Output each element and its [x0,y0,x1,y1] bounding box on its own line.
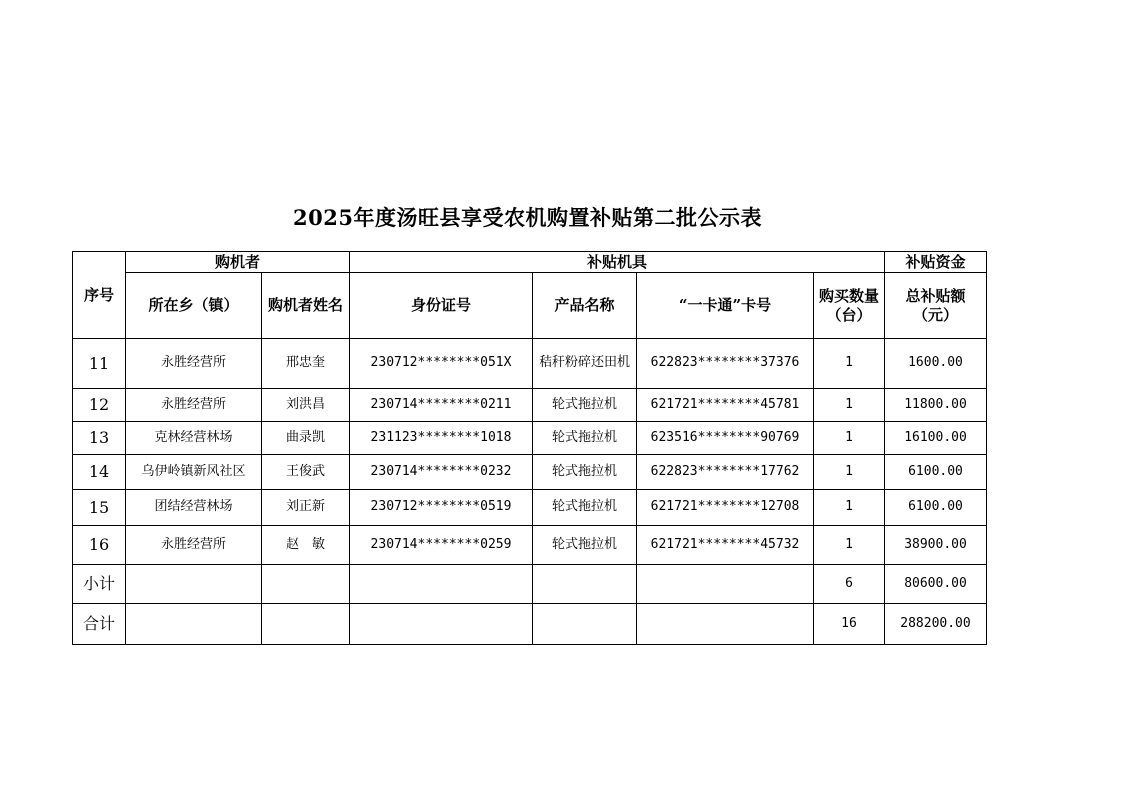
row-id-number: 230714********0232 [350,455,533,490]
header-quantity-line2: （台） [826,305,872,324]
empty-cell [533,565,637,604]
row-seq: 16 [73,526,126,565]
row-product-name: 轮式拖拉机 [533,526,637,565]
header-row-1 [73,252,987,273]
row-quantity: 1 [814,455,885,490]
row-buyer-name: 曲录凯 [262,422,350,455]
header-total-line1: 总补贴额 [905,286,966,305]
row-buyer-name: 刘洪昌 [262,389,350,422]
header-id-number: 身份证号 [350,273,533,339]
empty-cell [262,565,350,604]
row-amount: 6100.00 [885,455,987,490]
document-title: 2025年度汤旺县享受农机购置补贴第二批公示表 [293,205,762,230]
row-id-number: 230712********051X [350,339,533,389]
row-id-number: 230712********0519 [350,490,533,526]
empty-cell [126,565,262,604]
total-row [73,604,987,645]
total-amount: 288200.00 [885,604,987,645]
row-card-number: 621721********45781 [637,389,814,422]
row-seq: 13 [73,422,126,455]
header-product-name: 产品名称 [533,273,637,339]
table-row [73,526,987,565]
header-fund-group: 补贴资金 [885,252,987,273]
subtotal-amount: 80600.00 [885,565,987,604]
header-row-2 [73,273,987,339]
table-row [73,455,987,490]
row-quantity: 1 [814,389,885,422]
row-quantity: 1 [814,526,885,565]
row-amount: 16100.00 [885,422,987,455]
row-product-name: 秸秆粉碎还田机 [533,339,637,389]
row-card-number: 622823********37376 [637,339,814,389]
empty-cell [350,604,533,645]
table-row [73,339,987,389]
row-product-name: 轮式拖拉机 [533,490,637,526]
subsidy-table [72,251,987,645]
header-quantity-line1: 购买数量 [818,286,879,305]
row-township: 团结经营林场 [126,490,262,526]
row-seq: 14 [73,455,126,490]
row-township: 永胜经营所 [126,339,262,389]
header-total-line2: （元） [912,305,958,324]
header-seq: 序号 [73,252,126,339]
row-product-name: 轮式拖拉机 [533,389,637,422]
header-township: 所在乡（镇） [126,273,262,339]
empty-cell [637,604,814,645]
header-card-number: “一卡通”卡号 [637,273,814,339]
row-buyer-name: 刘正新 [262,490,350,526]
row-product-name: 轮式拖拉机 [533,422,637,455]
row-product-name: 轮式拖拉机 [533,455,637,490]
row-card-number: 621721********45732 [637,526,814,565]
empty-cell [126,604,262,645]
row-quantity: 1 [814,339,885,389]
table-row [73,422,987,455]
row-id-number: 230714********0211 [350,389,533,422]
row-township: 永胜经营所 [126,526,262,565]
empty-cell [533,604,637,645]
total-label: 合计 [73,604,126,645]
subtotal-row [73,565,987,604]
header-buyer-name: 购机者姓名 [262,273,350,339]
row-id-number: 231123********1018 [350,422,533,455]
row-amount: 11800.00 [885,389,987,422]
row-amount: 6100.00 [885,490,987,526]
row-quantity: 1 [814,490,885,526]
row-seq: 12 [73,389,126,422]
table-row [73,490,987,526]
header-total-amount [885,273,987,339]
row-buyer-name: 赵 敏 [262,526,350,565]
row-quantity: 1 [814,422,885,455]
row-buyer-name: 王俊武 [262,455,350,490]
header-quantity [814,273,885,339]
row-seq: 15 [73,490,126,526]
row-card-number: 623516********90769 [637,422,814,455]
row-card-number: 621721********12708 [637,490,814,526]
header-buyer-group: 购机者 [126,252,350,273]
empty-cell [350,565,533,604]
row-card-number: 622823********17762 [637,455,814,490]
table-row [73,389,987,422]
empty-cell [262,604,350,645]
row-township: 克林经营林场 [126,422,262,455]
row-township: 乌伊岭镇新风社区 [126,455,262,490]
row-seq: 11 [73,339,126,389]
empty-cell [637,565,814,604]
header-machine-group: 补贴机具 [350,252,885,273]
row-township: 永胜经营所 [126,389,262,422]
row-amount: 38900.00 [885,526,987,565]
row-id-number: 230714********0259 [350,526,533,565]
row-amount: 1600.00 [885,339,987,389]
row-buyer-name: 邢忠奎 [262,339,350,389]
subtotal-label: 小计 [73,565,126,604]
total-quantity: 16 [814,604,885,645]
subtotal-quantity: 6 [814,565,885,604]
